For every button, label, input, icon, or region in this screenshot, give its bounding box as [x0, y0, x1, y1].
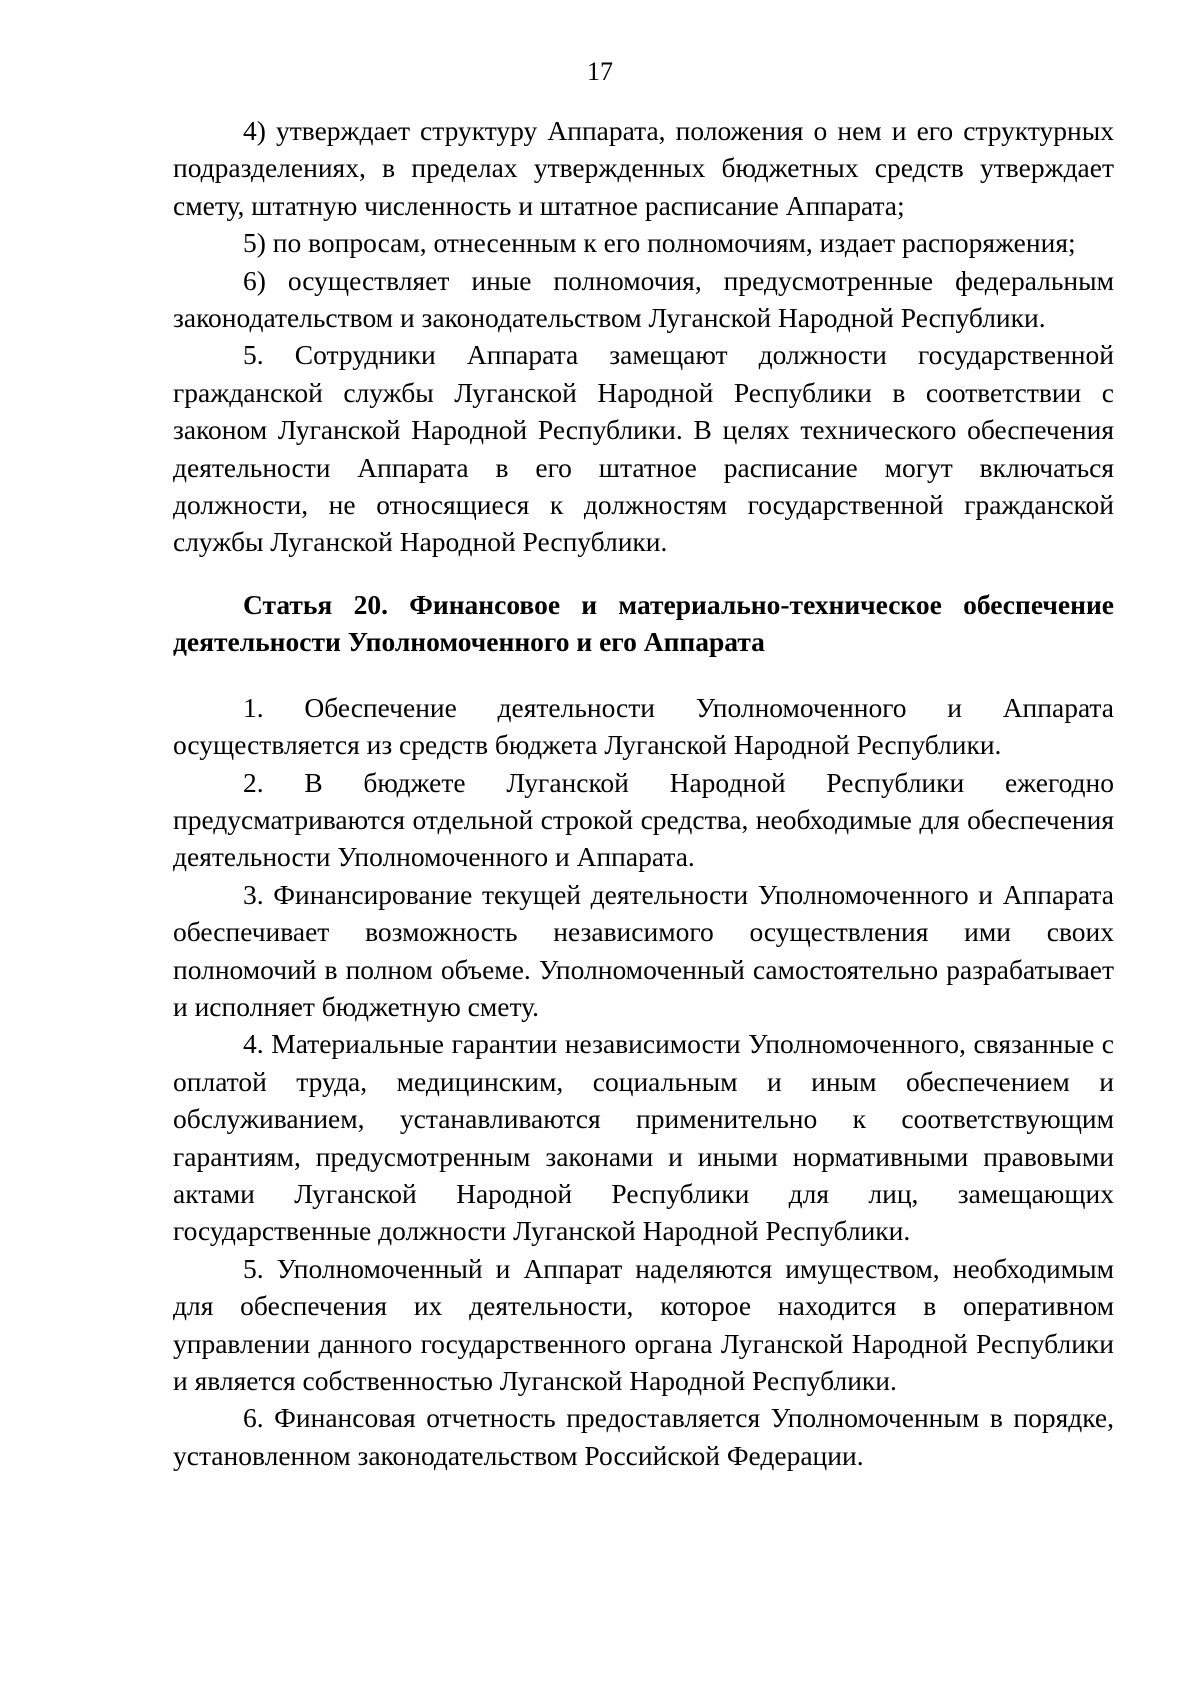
paragraph-clause-3: 3. Финансирование текущей деятельности Уполномоченного и Аппарата обеспечивает возможность независимого осуществления ими своих полномочий в полном объеме. Уполномоченный самостоятельно разрабатывает и исполняет бюджетную смету.: [173, 878, 1114, 1022]
paragraph-item-6: 6) осуществляет иные полномочия, предусмотренные федеральным законодательством и законодательством Луганской Народной Республики.: [173, 264, 1114, 334]
paragraph-clause-4: 4. Материальные гарантии независимости Уполномоченного, связанные с оплатой труда, медицинским, социальным и иным обеспечением и обслуживанием, устанавливаются применительно к соответствующим гарантиям, предусмотренным законами и иными нормативными правовыми актами Луганской Народной Республики для лиц, замещающих государственные должности Луганской Народной Республики.: [173, 1028, 1114, 1247]
paragraph-clause-6: 6. Финансовая отчетность предоставляется Уполномоченным в порядке, установленном законодательством Российской Федерации.: [173, 1402, 1114, 1471]
paragraph-section-5: 5. Сотрудники Аппарата замещают должности государственной гражданской службы Луганской Народной Республики в соответствии с законом Луганской Народной Республики. В целях технического обеспечения деятельности Аппарата в его штатное расписание могут включаться должности, не относящиеся к должностям государственной гражданской службы Луганской Народной Республики.: [173, 339, 1114, 558]
paragraph-clause-2: 2. В бюджете Луганской Народной Республики ежегодно предусматриваются отдельной строкой средства, необходимые для обеспечения деятельности Уполномоченного и Аппарата.: [173, 766, 1114, 873]
paragraph-item-4: 4) утверждает структуру Аппарата, положения о нем и его структурных подразделениях, в пределах утвержденных бюджетных средств утверждает смету, штатную численность и штатное расписание Аппарата;: [173, 115, 1114, 221]
paragraph-clause-5: 5. Уполномоченный и Аппарат наделяются имуществом, необходимым для обеспечения их деятельности, которое находится в оперативном управлении данного государственного органа Луганской Народной Республики и является собственностью Луганской Народной Республики.: [173, 1252, 1114, 1396]
page-number: 17: [587, 57, 613, 86]
paragraph-item-5: 5) по вопросам, отнесенным к его полномочиям, издает распоряжения;: [243, 227, 1076, 259]
paragraph-clause-1: 1. Обеспечение деятельности Уполномоченного и Аппарата осуществляется из средств бюджета Луганской Народной Республики.: [173, 691, 1114, 761]
document-body: [173, 112, 1114, 1474]
article-heading: Статья 20. Финансовое и материально-техническое обеспечение деятельности Уполномоченного и его Аппарата: [173, 588, 1114, 658]
